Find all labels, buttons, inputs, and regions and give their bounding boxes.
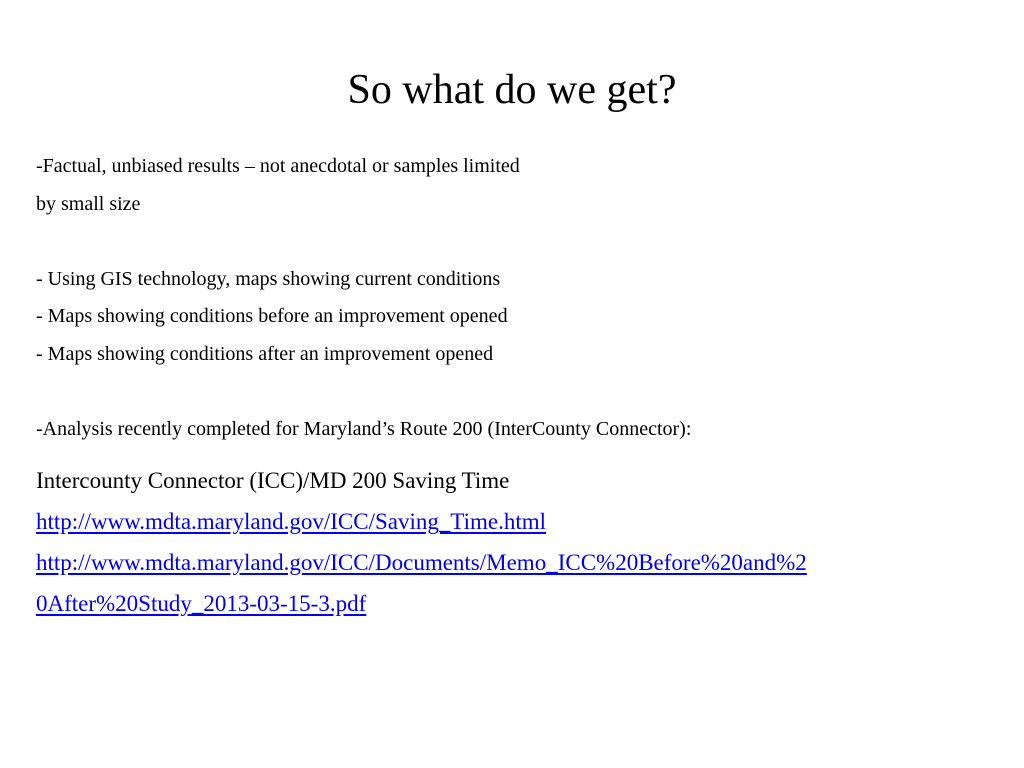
bullet-factual-results-continued: by small size — [36, 192, 141, 215]
bullet-maps-before: - Maps showing conditions before an improvement opened — [36, 305, 508, 327]
slide-body — [36, 148, 996, 624]
link-saving-time[interactable]: http://www.mdta.maryland.gov/ICC/Saving_Time.html — [36, 509, 547, 534]
blank-line — [36, 223, 996, 261]
slide-title: So what do we get? — [347, 67, 677, 113]
bullet-factual-results: -Factual, unbiased results – not anecdotal or samples limited — [36, 155, 520, 177]
bullet-maps-after: - Maps showing conditions after an improvement opened — [36, 342, 494, 365]
bullet-analysis-route-200: -Analysis recently completed for Maryland’s Route 200 (InterCounty Connector): — [36, 417, 692, 440]
blank-line — [36, 373, 996, 411]
link-memo-study-continued[interactable]: 0After%20Study_2013-03-15-3.pdf — [36, 591, 367, 616]
link-memo-study[interactable]: http://www.mdta.maryland.gov/ICC/Documents/Memo_ICC%20Before%20and%2 — [36, 550, 807, 575]
spacer — [36, 448, 996, 460]
bullet-gis-current: - Using GIS technology, maps showing current conditions — [36, 267, 501, 290]
reference-heading: Intercounty Connector (ICC)/MD 200 Saving Time — [36, 468, 510, 493]
